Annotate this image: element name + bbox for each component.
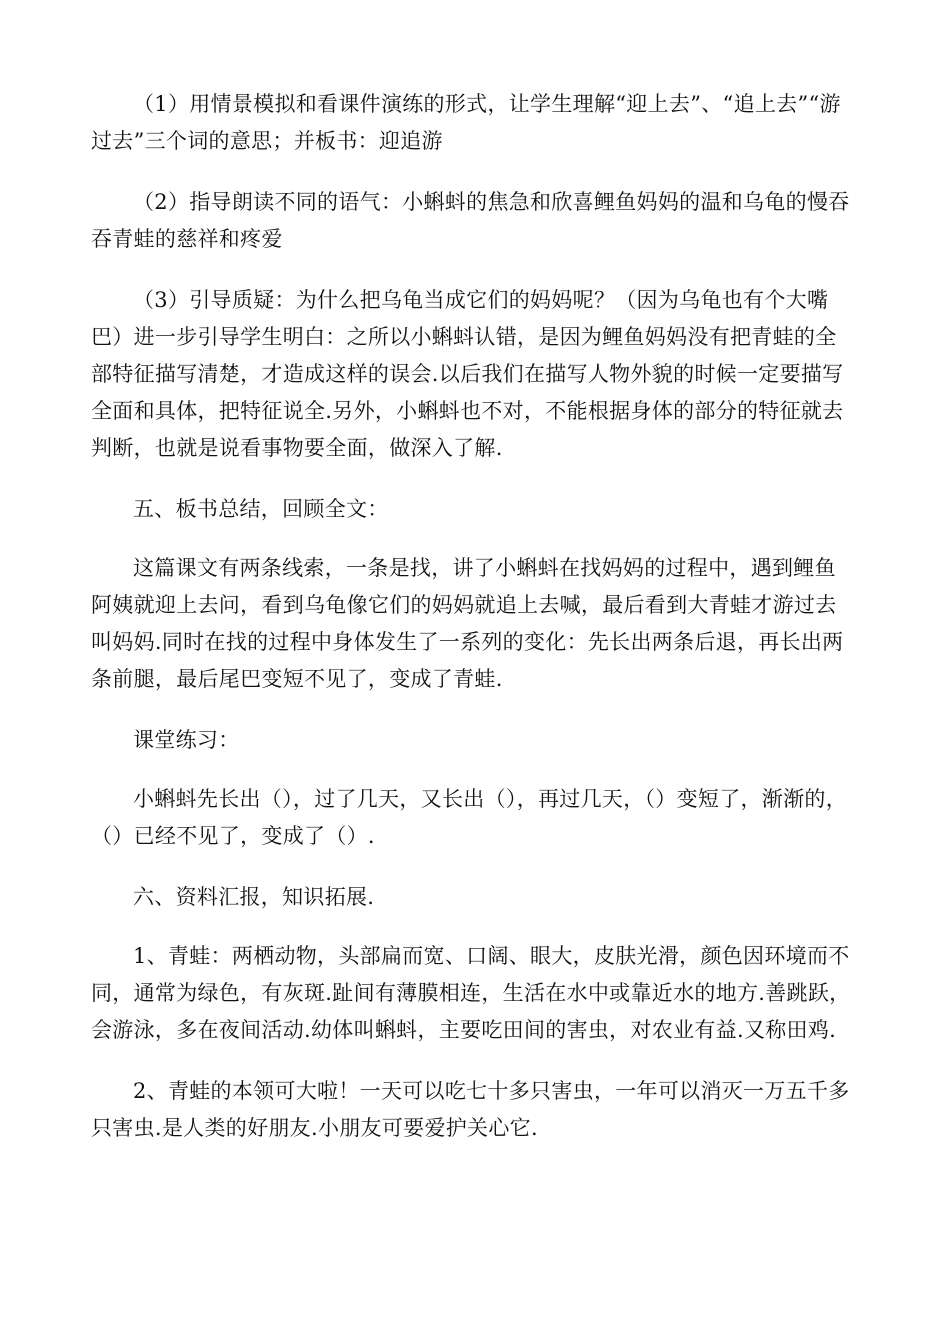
paragraph-exercise: 小蝌蚪先长出（），过了几天，又长出（），再过几天，（）变短了，渐渐的，（）已经不见了，变成了（）.: [91, 787, 847, 848]
document-body: [91, 86, 851, 1171]
paragraph-step-2: （2）指导朗读不同的语气：小蝌蚪的焦急和欣喜鲤鱼妈妈的温和乌龟的慢吞吞青蛙的慈祥和疼爱: [91, 190, 850, 251]
section-heading-summary: 五、板书总结，回顾全文：: [133, 497, 389, 521]
paragraph-step-3: （3）引导质疑：为什么把乌龟当成它们的妈妈呢？（因为乌龟也有个大嘴巴）进一步引导学生明白：之所以小蝌蚪认错，是因为鲤鱼妈妈没有把青蛙的全部特征描写清楚，才造成这样的误会.以后我们在描写人物外貌的时候一定要描写全面和具体，把特征说全.另外，小蝌蚪也不对，不能根据身体的部分的特征就去判断，也就是说看事物要全面，做深入了解.: [91, 288, 844, 460]
section-heading-exercise: 课堂练习：: [133, 728, 240, 752]
paragraph-summary: 这篇课文有两条线索，一条是找，讲了小蝌蚪在找妈妈的过程中，遇到鲤鱼阿姨就迎上去问，看到乌龟像它们的妈妈就追上去喊，最后看到大青蛙才游过去叫妈妈.同时在找的过程中身体发生了一系列的变化：先长出两条后退，再长出两条前腿，最后尾巴变短不见了，变成了青蛙.: [91, 556, 844, 691]
paragraph-frog-facts: 1、青蛙：两栖动物，头部扁而宽、口阔、眼大，皮肤光滑，颜色因环境而不同，通常为绿色，有灰斑.趾间有薄膜相连，生活在水中或靠近水的地方.善跳跃，会游泳，多在夜间活动.幼体叫蝌蚪，主要吃田间的害虫，对农业有益.又称田鸡.: [91, 944, 851, 1042]
paragraph-step-1: （1）用情景模拟和看课件演练的形式，让学生理解“迎上去”、“追上去”“游过去”三个词的意思；并板书：迎追游: [91, 92, 841, 153]
section-heading-extension: 六、资料汇报，知识拓展.: [133, 885, 375, 909]
paragraph-frog-ability: 2、青蛙的本领可大啦！一天可以吃七十多只害虫，一年可以消灭一万五千多只害虫.是人类的好朋友.小朋友可要爱护关心它.: [91, 1079, 850, 1140]
